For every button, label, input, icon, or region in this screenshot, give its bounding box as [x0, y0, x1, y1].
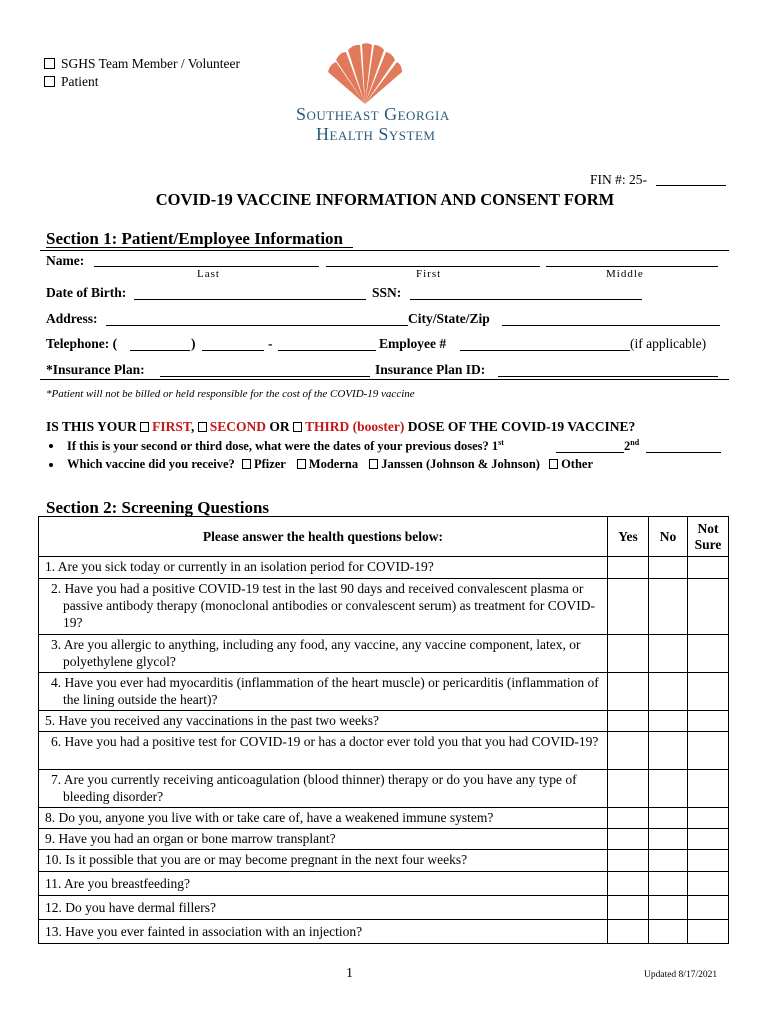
table-row — [39, 557, 729, 579]
question-text: 7. Are you currently receiving anticoagulation (blood thinner) therapy or do you have any type of bleeding disorder? — [51, 772, 577, 804]
first-dose-date-input[interactable] — [556, 452, 624, 453]
dose-question: IS THIS YOUR FIRST, SECOND OR THIRD (booster) DOSE OF THE COVID-19 VACCINE? — [46, 419, 636, 434]
yes-cell[interactable] — [608, 635, 649, 673]
no-cell[interactable] — [649, 557, 688, 579]
question-7 — [39, 770, 608, 808]
not-sure-line2: Sure — [694, 536, 722, 552]
question-1 — [39, 557, 608, 579]
insurance-plan-input[interactable] — [160, 376, 370, 377]
first-dose-label: FIRST — [152, 419, 191, 434]
bullet-dot — [49, 463, 53, 467]
question-text: 2. Have you had a positive COVID-19 test in the last 90 days and received convalescent plasma or passive antibody therapy (monoclonal antibodies or convalescent serum) as treatment for COVID-19? — [51, 581, 595, 630]
no-cell[interactable] — [649, 732, 688, 770]
checkbox-team-member-row[interactable] — [44, 56, 240, 72]
telephone-label: Telephone: ( — [46, 336, 118, 351]
third-dose-label: THIRD (booster) — [304, 419, 405, 434]
screening-header: Please answer the health questions below: — [39, 517, 608, 557]
table-row — [39, 808, 729, 829]
moderna-checkbox[interactable] — [297, 459, 306, 469]
question-2 — [39, 579, 608, 635]
last-sublabel: Last — [197, 268, 220, 280]
table-row — [39, 920, 729, 944]
shell-logo-icon — [322, 42, 408, 106]
form-title: COVID-19 VACCINE INFORMATION AND CONSENT FORM — [155, 190, 615, 209]
section1-title: Section 1: Patient/Employee Information — [46, 229, 343, 248]
employee-label: Employee # — [379, 336, 447, 351]
yes-cell[interactable] — [608, 920, 649, 944]
table-row — [39, 872, 729, 896]
yes-cell[interactable] — [608, 808, 649, 829]
table-row — [39, 635, 729, 673]
table-row — [39, 829, 729, 850]
moderna-label: Moderna — [308, 457, 359, 471]
second-dose-number: 2 — [624, 439, 631, 454]
address-input[interactable] — [106, 325, 408, 326]
janssen-label: Janssen (Johnson & Johnson) — [381, 457, 540, 471]
third-dose-checkbox[interactable] — [293, 422, 302, 432]
previous-doses-text: If this is your second or third dose, what were the dates of your previous doses? 1 — [67, 439, 499, 454]
updated-date: Updated 8/17/2021 — [644, 970, 718, 980]
logo-text-line2: Health System — [316, 124, 436, 144]
not-sure-cell[interactable] — [688, 808, 729, 829]
pfizer-checkbox[interactable] — [242, 459, 251, 469]
dob-label: Date of Birth: — [46, 285, 127, 300]
not-sure-cell[interactable] — [688, 579, 729, 635]
not-sure-header — [688, 517, 729, 557]
question-text: 5. Have you received any vaccinations in the past two weeks? — [45, 713, 380, 728]
yes-cell[interactable] — [608, 770, 649, 808]
not-sure-cell[interactable] — [688, 850, 729, 872]
insurance-id-input[interactable] — [498, 376, 718, 377]
ssn-label: SSN: — [372, 285, 402, 300]
second-dose-date-input[interactable] — [646, 452, 721, 453]
billing-note: *Patient will not be billed or held responsible for the cost of the COVID-19 vaccine — [46, 388, 415, 400]
question-11 — [39, 872, 608, 896]
name-label: Name: — [46, 253, 85, 268]
dose-prefix: IS THIS YOUR — [46, 419, 137, 434]
first-name-input[interactable] — [326, 266, 540, 267]
yes-header: Yes — [608, 517, 649, 557]
yes-cell[interactable] — [608, 579, 649, 635]
not-sure-cell[interactable] — [688, 635, 729, 673]
question-13 — [39, 920, 608, 944]
table-row — [39, 579, 729, 635]
checkbox-patient-row[interactable] — [44, 74, 99, 90]
not-sure-cell[interactable] — [688, 872, 729, 896]
patient-label: Patient — [61, 74, 99, 89]
telephone-paren: ) — [191, 336, 196, 351]
section1-divider — [40, 250, 729, 251]
fin-input[interactable] — [656, 185, 726, 186]
question-9 — [39, 829, 608, 850]
not-sure-cell[interactable] — [688, 711, 729, 732]
section1-title-underline — [46, 247, 353, 248]
table-row — [39, 850, 729, 872]
yes-cell[interactable] — [608, 829, 649, 850]
if-applicable-text: (if applicable) — [630, 336, 707, 351]
no-cell[interactable] — [649, 896, 688, 920]
not-sure-cell[interactable] — [688, 732, 729, 770]
no-cell[interactable] — [649, 711, 688, 732]
not-sure-cell[interactable] — [688, 896, 729, 920]
yes-cell[interactable] — [608, 711, 649, 732]
team-member-label: SGHS Team Member / Volunteer — [61, 56, 241, 71]
table-row — [39, 732, 729, 770]
second-dose-date-label — [624, 438, 639, 454]
janssen-checkbox[interactable] — [369, 459, 378, 469]
no-cell[interactable] — [649, 673, 688, 711]
fin-label: FIN #: 25- — [590, 172, 647, 187]
no-cell[interactable] — [649, 635, 688, 673]
phone-prefix-input[interactable] — [202, 350, 264, 351]
previous-doses-bullet — [67, 438, 504, 454]
question-8 — [39, 808, 608, 829]
question-6 — [39, 732, 608, 770]
first-dose-checkbox[interactable] — [140, 422, 149, 432]
question-3 — [39, 635, 608, 673]
question-text: 6. Have you had a positive test for COVID-19 or has a doctor ever told you that you had COVID-19? — [51, 734, 599, 749]
dose-suffix: DOSE OF THE COVID-19 VACCINE? — [407, 419, 636, 434]
first-superscript: st — [498, 438, 504, 447]
insurance-plan-label: *Insurance Plan: — [46, 362, 145, 377]
table-row — [39, 896, 729, 920]
not-sure-cell[interactable] — [688, 673, 729, 711]
question-text: 8. Do you, anyone you live with or take care of, have a weakened immune system? — [45, 810, 494, 825]
not-sure-cell[interactable] — [688, 557, 729, 579]
question-text: 1. Are you sick today or currently in an isolation period for COVID-19? — [45, 559, 434, 574]
question-text: 10. Is it possible that you are or may become pregnant in the next four weeks? — [45, 852, 468, 867]
yes-cell[interactable] — [608, 872, 649, 896]
table-row — [39, 770, 729, 808]
question-5 — [39, 711, 608, 732]
first-sublabel: First — [416, 268, 442, 280]
table-row — [39, 711, 729, 732]
patient-checkbox[interactable] — [44, 76, 55, 87]
question-text: 4. Have you ever had myocarditis (inflammation of the heart muscle) or pericarditis (inflammation of the lining outside the heart)? — [51, 675, 599, 707]
yes-cell[interactable] — [608, 557, 649, 579]
yes-cell[interactable] — [608, 673, 649, 711]
page-number: 1 — [346, 966, 353, 981]
no-cell[interactable] — [649, 920, 688, 944]
which-vaccine-text: Which vaccine did you receive? — [67, 457, 235, 471]
screening-table — [38, 516, 729, 944]
question-text: 13. Have you ever fainted in association with an injection? — [45, 923, 363, 939]
question-text: 9. Have you had an organ or bone marrow transplant? — [45, 831, 336, 846]
telephone-dash: - — [268, 336, 273, 351]
middle-sublabel: Middle — [606, 268, 644, 280]
not-sure-line1: Not — [697, 520, 719, 536]
not-sure-cell[interactable] — [688, 920, 729, 944]
ssn-input[interactable] — [410, 299, 642, 300]
logo-text-line1: Southeast Georgia — [296, 104, 450, 124]
no-cell[interactable] — [649, 808, 688, 829]
second-dose-label: SECOND — [209, 419, 266, 434]
team-member-checkbox[interactable] — [44, 58, 55, 69]
bullet-dot — [49, 444, 53, 448]
question-10 — [39, 850, 608, 872]
yes-cell[interactable] — [608, 896, 649, 920]
employee-number-input[interactable] — [460, 350, 630, 351]
dose-or: OR — [269, 419, 290, 434]
address-label: Address: — [46, 311, 98, 326]
yes-cell[interactable] — [608, 850, 649, 872]
no-header: No — [649, 517, 688, 557]
no-cell[interactable] — [649, 829, 688, 850]
no-cell[interactable] — [649, 579, 688, 635]
which-vaccine-bullet — [67, 457, 593, 472]
question-text: 3. Are you allergic to anything, including any food, any vaccine, any vaccine component, latex, or polyethylene glycol? — [51, 637, 581, 669]
dob-input[interactable] — [134, 299, 366, 300]
not-sure-cell[interactable] — [688, 829, 729, 850]
second-dose-checkbox[interactable] — [198, 422, 207, 432]
not-sure-cell[interactable] — [688, 770, 729, 808]
last-name-input[interactable] — [94, 266, 319, 267]
insurance-id-label: Insurance Plan ID: — [375, 362, 486, 377]
middle-name-input[interactable] — [546, 266, 718, 267]
yes-cell[interactable] — [608, 732, 649, 770]
other-checkbox[interactable] — [549, 459, 558, 469]
pfizer-label: Pfizer — [253, 457, 286, 471]
section2-title: Section 2: Screening Questions — [46, 498, 270, 517]
question-12 — [39, 896, 608, 920]
other-label: Other — [561, 457, 593, 471]
city-state-zip-label: City/State/Zip — [408, 311, 490, 326]
no-cell[interactable] — [649, 850, 688, 872]
phone-line-input[interactable] — [278, 350, 376, 351]
question-4 — [39, 673, 608, 711]
question-text: 11. Are you breastfeeding? — [45, 875, 190, 891]
question-text: 12. Do you have dermal fillers? — [45, 899, 216, 915]
table-row — [39, 673, 729, 711]
no-cell[interactable] — [649, 872, 688, 896]
city-state-zip-input[interactable] — [502, 325, 720, 326]
screening-header-row — [39, 517, 729, 557]
section1-bottom-divider — [40, 379, 729, 380]
area-code-input[interactable] — [130, 350, 190, 351]
second-superscript: nd — [630, 438, 640, 447]
no-cell[interactable] — [649, 770, 688, 808]
